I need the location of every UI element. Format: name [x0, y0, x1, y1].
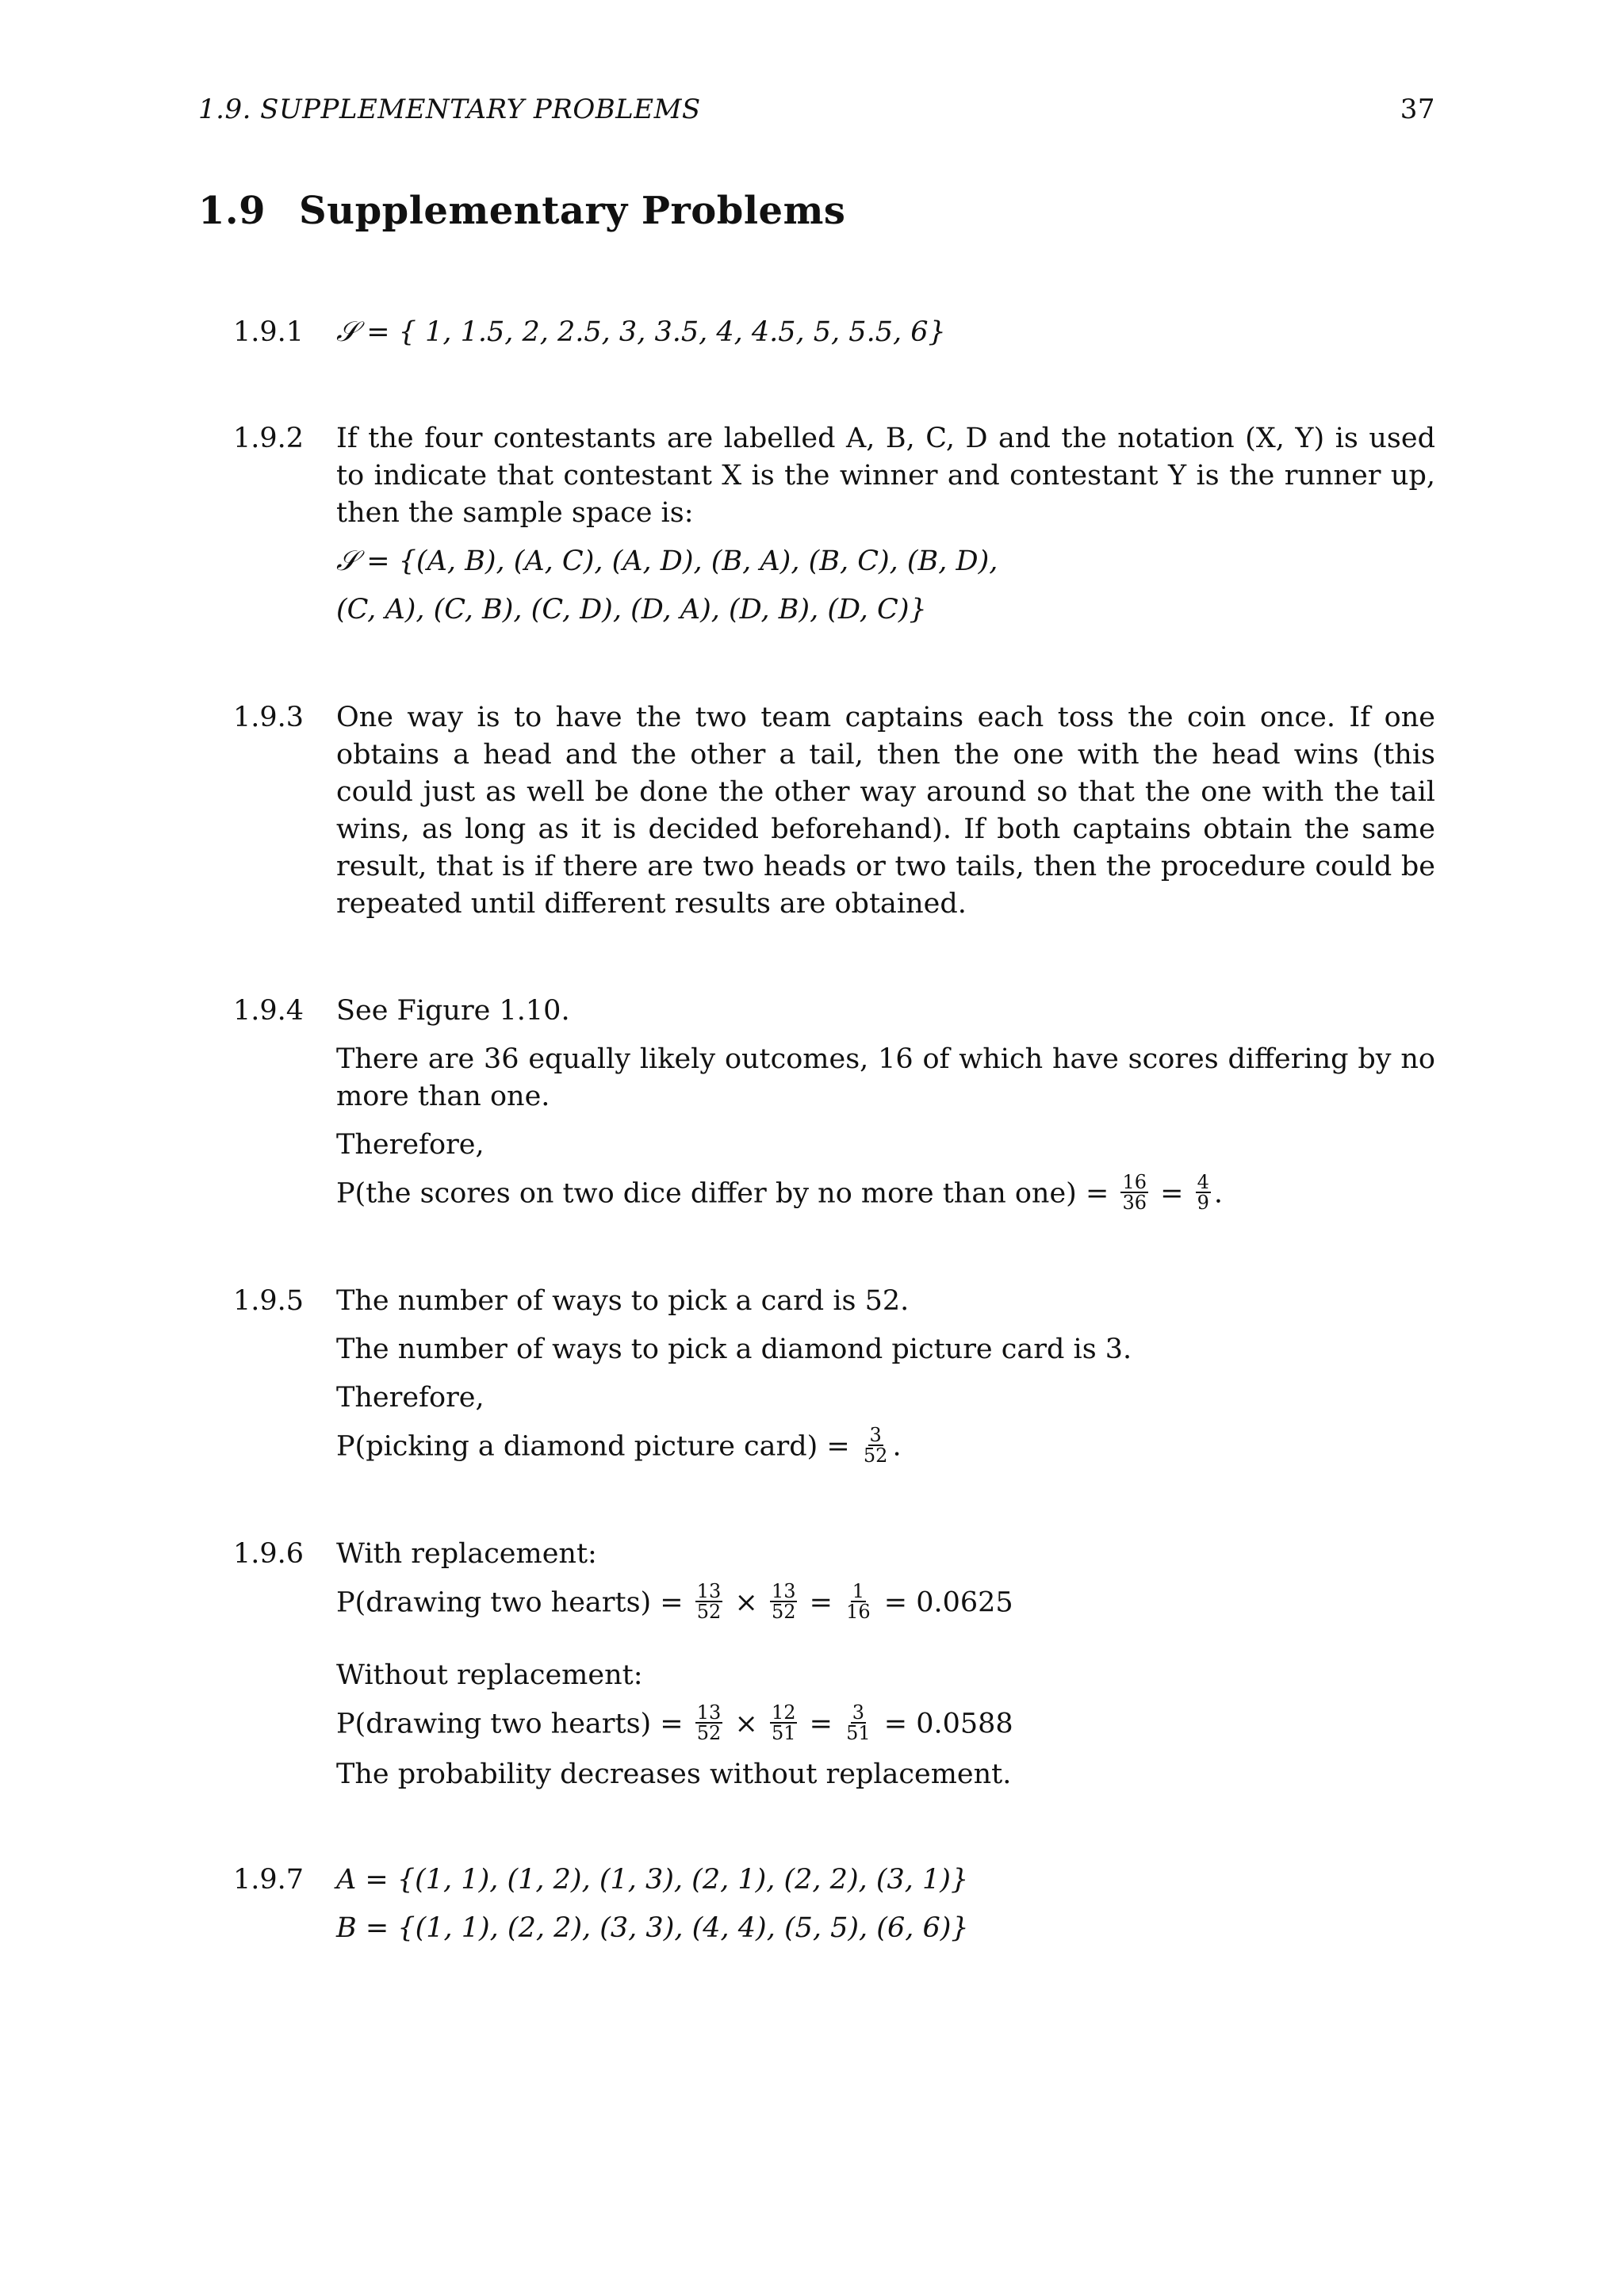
figure-reference: See Figure 1.10.: [336, 995, 570, 1027]
problem-number: 1.9.1: [233, 316, 304, 348]
times-sign: ×: [734, 1586, 758, 1619]
fraction: $\frac{16}{36}$: [1122, 1171, 1147, 1214]
probability-text: P(drawing two hearts) =: [336, 1586, 684, 1619]
problem-number: 1.9.6: [233, 1538, 304, 1570]
sample-space-line: (C, A), (C, B), (C, D), (D, A), (D, B), (D, C)}: [336, 594, 927, 626]
running-title: 1.9. SUPPLEMENTARY PROBLEMS: [198, 94, 701, 125]
problem-number: 1.9.2: [233, 423, 304, 454]
times-sign: ×: [734, 1708, 758, 1740]
problem-paragraph: One way is to have the two team captains each toss the coin once. If one obtains a head and the other a tail, then the one with the head wins (this could just as well be done the other way around so that the one with the tail wins, as long as it is decided beforehand). If both captains obtain the same result, that is if there are two heads or two tails, then the procedure could be repeated until different results are obtained.: [336, 702, 1435, 920]
fraction: $\frac{13}{52}$: [696, 1580, 722, 1623]
probability-equation: [336, 1171, 1435, 1215]
problem-number: 1.9.7: [233, 1864, 304, 1896]
section-heading: [198, 189, 845, 233]
therefore-line: Therefore,: [336, 1382, 485, 1414]
fraction: $\frac{4}{9}$: [1197, 1171, 1209, 1214]
fraction: $\frac{13}{52}$: [696, 1701, 722, 1744]
without-replacement-label: Without replacement:: [336, 1659, 643, 1691]
section-number: 1.9: [198, 189, 266, 233]
conclusion-line: The probability decreases without replacement.: [336, 1758, 1012, 1790]
problem-body: [336, 993, 1435, 1215]
problem-body: [336, 1862, 1435, 1947]
problem-body: [336, 420, 1435, 629]
probability-equation: [336, 1424, 1435, 1468]
page-number: 37: [1400, 94, 1435, 125]
fraction: $\frac{3}{51}$: [846, 1701, 871, 1744]
problem-body: [336, 314, 1435, 351]
event-a-line: A = {(1, 1), (1, 2), (1, 3), (2, 1), (2, 2), (3, 1)}: [336, 1864, 969, 1896]
problem-body: [336, 1283, 1435, 1468]
equals-sign: =: [809, 1708, 833, 1740]
problem-body: [336, 1536, 1435, 1793]
fraction: $\frac{3}{52}$: [863, 1424, 888, 1467]
probability-text: P(the scores on two dice differ by no more than one) =: [336, 1177, 1109, 1210]
therefore-line: Therefore,: [336, 1129, 485, 1161]
equals-sign: =: [809, 1586, 833, 1619]
sample-space-line: 𝒮 = { 1, 1.5, 2, 2.5, 3, 3.5, 4, 4.5, 5, 5.5, 6}: [336, 316, 946, 348]
problem-number: 1.9.3: [233, 702, 304, 733]
problem-line: The number of ways to pick a card is 52.: [336, 1285, 910, 1317]
fraction: $\frac{1}{16}$: [846, 1580, 871, 1623]
problem-paragraph: If the four contestants are labelled A, B, C, D and the notation (X, Y) is used to indicate that contestant X is the winner and contestant Y is the runner up, then the sample space is:: [336, 423, 1435, 529]
fraction: $\frac{12}{51}$: [771, 1701, 796, 1744]
problem-body: [336, 699, 1435, 923]
result-value: = 0.0625: [883, 1586, 1013, 1619]
event-b-line: B = {(1, 1), (2, 2), (3, 3), (4, 4), (5, 5), (6, 6)}: [336, 1912, 969, 1944]
result-value: = 0.0588: [883, 1708, 1013, 1740]
probability-text: P(drawing two hearts) =: [336, 1708, 684, 1740]
with-replacement-label: With replacement:: [336, 1538, 597, 1570]
section-title: Supplementary Problems: [299, 189, 846, 233]
equals-sign: =: [1160, 1177, 1184, 1210]
probability-text: P(picking a diamond picture card) =: [336, 1430, 850, 1463]
running-header: [198, 94, 1435, 125]
problem-line: The number of ways to pick a diamond picture card is 3.: [336, 1334, 1132, 1365]
period: .: [892, 1430, 902, 1463]
fraction: $\frac{13}{52}$: [771, 1580, 796, 1623]
sample-space-line: 𝒮 = {(A, B), (A, C), (A, D), (B, A), (B, C), (B, D),: [336, 545, 998, 577]
problem-number: 1.9.4: [233, 995, 304, 1027]
without-replacement-equation: [336, 1701, 1435, 1745]
problem-paragraph: There are 36 equally likely outcomes, 16 of which have scores differing by no more than one.: [336, 1043, 1435, 1112]
period: .: [1213, 1177, 1224, 1210]
with-replacement-equation: [336, 1580, 1435, 1624]
problem-number: 1.9.5: [233, 1285, 304, 1317]
